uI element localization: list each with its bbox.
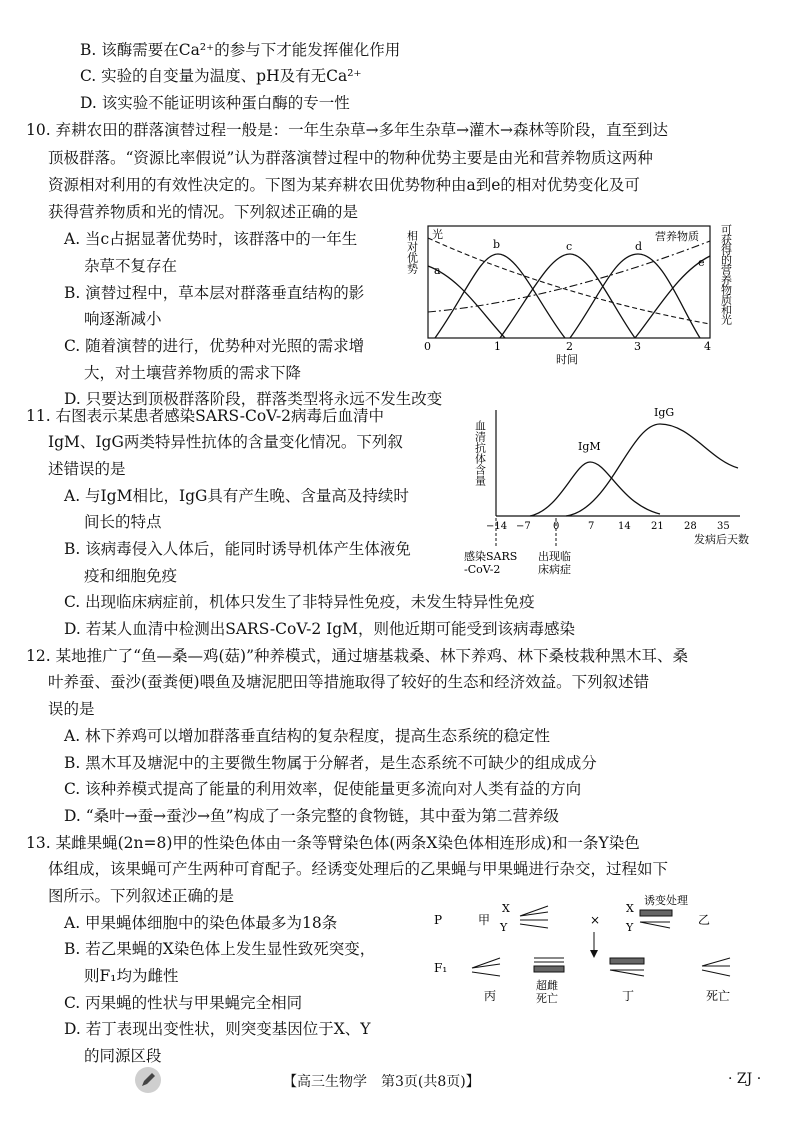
q11-x-tick-1: −7 — [516, 521, 531, 532]
q13-bing-label: 丙 — [484, 989, 497, 1003]
q9-option-c: C. 实验的自变量为温度、pH及有无Ca²⁺ — [80, 67, 362, 85]
q10-option-b-1: B. 演替过程中，草本层对群落垂直结构的影 — [64, 284, 365, 302]
q11-infect-label-2: -CoV-2 — [464, 563, 501, 576]
q12-stem-3: 误的是 — [48, 700, 95, 718]
q11-option-c: C. 出现临床病症前，机体只发生了非特异性免疫，未发生特异性免疫 — [64, 593, 535, 611]
q13-dead-label: 死亡 — [706, 989, 731, 1003]
q13-yi-y-chromosome — [640, 922, 670, 928]
q12-option-a: A. 林下养鸡可以增加群落垂直结构的复杂程度，提高生态系统的稳定性 — [64, 727, 551, 745]
q10-curve-d-label: d — [635, 240, 643, 253]
q11-x-tick-7: 35 — [717, 521, 730, 532]
q10-option-c-1: C. 随着演替的进行，优势种对光照的需求增 — [64, 337, 365, 355]
q13-jia-x-mark: X — [502, 902, 510, 915]
q13-jia-y-mark: Y — [500, 921, 508, 934]
q11-x-tick-5: 21 — [651, 521, 664, 532]
q10-left-axis-label: 相对优势 — [405, 230, 419, 274]
q13-dead-chromosomes — [702, 958, 730, 976]
q13-yi-y-mark: Y — [626, 921, 634, 934]
q13-super-female-extra — [534, 958, 564, 962]
q10-stem-4: 获得营养物质和光的情况。下列叙述正确的是 — [48, 203, 359, 221]
q11-symptom-label-1: 出现临 — [538, 550, 571, 563]
q13-option-c: C. 丙果蝇的性状与甲果蝇完全相同 — [64, 994, 303, 1012]
q10-nutrient-label: 营养物质 — [655, 230, 699, 243]
q13-option-d-2: 的同源区段 — [84, 1047, 162, 1065]
q11-x-tick-2: 0 — [553, 521, 560, 532]
q12-stem-2: 叶养蚕、蚕沙(蚕粪便)喂鱼及塘泥肥田等措施取得了较好的生态和经济效益。下列叙述错 — [48, 673, 650, 691]
page-footer: 【高三生物学 第3页(共8页)】 — [283, 1074, 480, 1090]
q13-cross-arrow-head — [590, 950, 598, 958]
q11-stem-3: 述错误的是 — [48, 460, 126, 478]
q11-option-a-2: 间长的特点 — [84, 513, 162, 531]
succession-chart — [400, 216, 760, 366]
q10-curve-e-label: e — [698, 256, 705, 269]
q12-stem-1: 12. 某地推广了“鱼—桑—鸡(菇)”种养模式，通过塘基栽桑、林下养鸡、林下桑枝栽种黑木耳、桑 — [26, 647, 689, 665]
q13-ding-chromosome — [610, 958, 644, 964]
q11-stem-2: IgM、IgG两类特异性抗体的含量变化情况。下列叙 — [48, 433, 403, 451]
q9-option-d: D. 该实验不能证明该种蛋白酶的专一性 — [80, 94, 350, 112]
q11-x-tick-0: −14 — [486, 521, 508, 532]
q11-igg-label: IgG — [654, 406, 675, 419]
q10-stem-3: 资源相对利用的有效性决定的。下图为某弃耕农田优势物种由a到e的相对优势变化及可 — [48, 176, 640, 194]
q11-option-b-1: B. 该病毒侵入人体后，能同时诱导机体产生体液免 — [64, 540, 411, 558]
q10-stem-1: 10. 弃耕农田的群落演替过程一般是：一年生杂草→多年生杂草→灌木→森林等阶段，直至到达 — [26, 121, 669, 139]
q13-yi-x-mark: X — [626, 902, 634, 915]
q13-cross-sign: × — [590, 913, 601, 927]
q10-curve-c — [500, 254, 635, 338]
q13-jia-chromosomes — [520, 906, 548, 928]
q13-stem-2: 体组成，该果蝇可产生两种可育配子。经诱变处理后的乙果蝇与甲果蝇进行杂交，过程如下 — [48, 860, 669, 878]
q10-option-d: D. 只要达到顶极群落阶段，群落类型将永远不发生改变 — [64, 390, 443, 408]
q10-x-tick-4: 4 — [704, 340, 711, 353]
q10-right-axis-label: 可获得的营养物质和光 — [719, 224, 733, 324]
q12-option-c: C. 该种养模式提高了能量的利用效率，促使能量更多流向对人类有益的方向 — [64, 780, 582, 798]
q13-super-label-2: 死亡 — [536, 992, 558, 1005]
q12-option-b: B. 黑木耳及塘泥中的主要微生物属于分解者，是生态系统不可缺少的组成成分 — [64, 754, 597, 772]
q13-option-b-2: 则F₁均为雌性 — [84, 967, 179, 985]
q10-curve-a-label: a — [434, 264, 441, 277]
q9-option-b: B. 该酶需要在Ca²⁺的参与下才能发挥催化作用 — [80, 41, 401, 59]
cross-diagram — [430, 896, 760, 1004]
q10-x-tick-1: 1 — [494, 340, 501, 353]
q10-stem-2: 顶极群落。“资源比率假说”认为群落演替过程中的物种优势主要是由光和营养物质这两种 — [48, 149, 653, 167]
q10-curve-b-label: b — [493, 238, 501, 251]
q10-curve-c-label: c — [566, 240, 573, 253]
q10-option-a-1: A. 当c占据显著优势时，该群落中的一年生 — [64, 230, 358, 248]
q13-super-female-chromosome — [534, 966, 564, 972]
q13-bing-chromosomes — [472, 958, 500, 976]
q10-light-label: 光 — [432, 228, 443, 241]
q13-super-label-1: 超雌 — [536, 979, 558, 992]
q10-option-a-2: 杂草不复存在 — [84, 257, 178, 275]
q13-p-label: P — [434, 913, 443, 927]
q10-x-axis-label: 时间 — [556, 353, 578, 366]
q11-stem-1: 11. 右图表示某患者感染SARS-CoV-2病毒后血清中 — [26, 407, 385, 425]
region-code: · ZJ · — [728, 1071, 762, 1087]
q11-symptom-label-2: 床病症 — [538, 563, 571, 576]
q13-stem-3: 图所示。下列叙述正确的是 — [48, 887, 235, 905]
q11-infect-label-1: 感染SARS — [464, 550, 518, 563]
q10-x-tick-2: 2 — [566, 340, 573, 353]
q12-option-d: D. “桑叶→蚕→蚕沙→鱼”构成了一条完整的食物链，其中蚕为第二营养级 — [64, 807, 560, 825]
q13-option-b-1: B. 若乙果蝇的X染色体上发生显性致死突变， — [64, 940, 376, 958]
q13-option-d-1: D. 若丁表现出变性状，则突变基因位于X、Y — [64, 1020, 371, 1038]
q11-igg-curve — [566, 424, 738, 516]
q13-ding-label: 丁 — [622, 989, 635, 1003]
q13-jia-label: 甲 — [478, 913, 491, 927]
q13-mutagen-label: 诱变处理 — [644, 894, 688, 907]
q13-f1-label: F₁ — [434, 961, 448, 975]
pencil-icon — [135, 1067, 161, 1093]
q10-option-b-2: 响逐渐减小 — [84, 310, 162, 328]
q13-yi-mutant-chromosome — [640, 910, 672, 916]
q11-igm-label: IgM — [578, 440, 601, 453]
q11-option-b-2: 疫和细胞免疫 — [84, 567, 178, 585]
antibody-chart — [464, 400, 770, 578]
q11-x-tick-3: 7 — [588, 521, 595, 532]
q11-x-tick-6: 28 — [684, 521, 697, 532]
q11-igm-curve — [530, 462, 660, 516]
q10-x-tick-0: 0 — [424, 340, 431, 353]
q13-yi-label: 乙 — [698, 913, 711, 927]
q10-x-tick-3: 3 — [634, 340, 641, 353]
q11-option-d: D. 若某人血清中检测出SARS-CoV-2 IgM，则他近期可能受到该病毒感染 — [64, 620, 576, 638]
q13-stem-1: 13. 某雌果蝇(2n=8)甲的性染色体由一条等臂染色体(两条X染色体相连形成)和一条Y染色 — [26, 834, 640, 852]
q13-option-a: A. 甲果蝇体细胞中的染色体最多为18条 — [64, 914, 338, 932]
q11-y-axis-label: 血清抗体含量 — [473, 420, 487, 486]
q11-x-tick-4: 14 — [618, 521, 631, 532]
q11-option-a-1: A. 与IgM相比，IgG具有产生晚、含量高及持续时 — [64, 487, 409, 505]
q13-ding-y-chromosome — [610, 970, 644, 976]
q10-option-c-2: 大，对土壤营养物质的需求下降 — [84, 364, 302, 382]
q10-curve-b — [435, 254, 565, 338]
q11-x-axis-label: 发病后天数 — [694, 533, 749, 546]
